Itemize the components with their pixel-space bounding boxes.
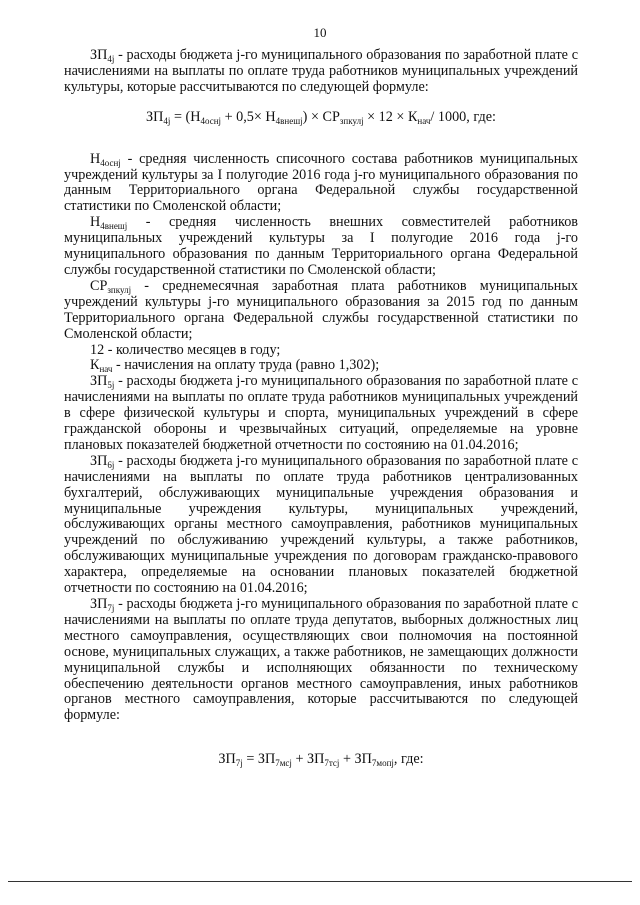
formula-term: ЗП xyxy=(218,751,236,768)
paragraph-zp6-definition xyxy=(64,454,578,597)
formula-subscript: зпкулj xyxy=(339,115,364,126)
formula-subscript: 7мсj xyxy=(275,758,292,769)
paragraph-text: - расходы бюджета j-го муниципального образования по заработной плате с начислениями на выплаты по оплате труда работников муниципальных учреждений культуры, которые рассчитываются по следующей формуле: xyxy=(64,47,578,95)
paragraph-text: - средняя численность внешних совместителей работников муниципальных учреждений культуры за I полугодие 2016 года j-го муниципального образования по данным Территориального органа Федеральной службы государственной статистики по Смоленской области; xyxy=(64,214,578,278)
formula-subscript: 7мопj xyxy=(371,758,394,769)
variable-subscript: зпкулj xyxy=(107,284,132,295)
formula-term: , где: xyxy=(393,751,424,768)
formula-term: + ЗП xyxy=(339,751,372,768)
page-bottom-rule xyxy=(8,881,632,882)
paragraph-text: - расходы бюджета j-го муниципального образования по заработной плате с начислениями на выплаты по оплате труда депутатов, выборных должностных лиц местного самоуправления, осуществляющих свои полномочия на постоянной основе, муниципальных служащих, а также работников, не замещающих должности муниципальной службы и исполняющих обязанности по техническому обеспечению деятельности органов местного самоуправления, иных работников органов местного самоуправления, которые рассчитываются по следующей формуле: xyxy=(64,596,578,724)
paragraph-text: - начисления на оплату труда (равно 1,302); xyxy=(112,357,380,374)
document-body xyxy=(64,48,578,794)
paragraph-zp4-definition xyxy=(64,48,578,96)
paragraph-zp7-definition xyxy=(64,597,578,724)
paragraph-text: - расходы бюджета j-го муниципального образования по заработной плате с начислениями на выплаты по оплате труда работников централизованных бухгалтерий, обслуживающих муниципальные учреждения образования и муниципальные учреждения культуры, муниципальных учреждений, обслуживающих органы местного самоуправления, работников муниципальных учреждений по обслуживанию учреждений культуры, а также работников, обслуживающих муниципальные учреждения по договорам гражданско-правового характера, определяемые на основании плановых показателей бюджетной отчетности по состоянию на 01.04.2016; xyxy=(64,452,578,597)
formula-subscript: 4оснj xyxy=(200,115,222,126)
variable-subscript: 4j xyxy=(107,54,115,64)
formula-term: × 12 × К xyxy=(363,108,418,125)
variable-subscript: нач xyxy=(99,364,113,375)
paragraph-srzpkul-definition xyxy=(64,279,578,343)
variable-name: Н xyxy=(90,150,101,167)
formula-term: = ЗП xyxy=(242,751,276,768)
variable-subscript: 7j xyxy=(107,603,115,613)
variable-name: СР xyxy=(90,277,108,294)
variable-name: ЗП xyxy=(90,47,108,63)
formula-subscript: нач xyxy=(417,115,431,126)
variable-name: ЗП xyxy=(90,373,108,390)
formula-subscript: 7тсj xyxy=(324,758,340,769)
paragraph-text: 12 - количество месяцев в году; xyxy=(90,341,281,358)
variable-subscript: 4внешj xyxy=(100,221,128,232)
paragraph-n4vnesh-definition xyxy=(64,215,578,279)
formula-zp7 xyxy=(64,752,578,768)
variable-name: Н xyxy=(90,214,101,231)
variable-name: ЗП xyxy=(90,452,108,469)
formula-subscript: 4j xyxy=(163,115,171,126)
formula-subscript: 7j xyxy=(235,758,243,769)
paragraph-knach-definition xyxy=(64,358,578,374)
page-number: 10 xyxy=(313,25,327,40)
paragraph-n4osn-definition xyxy=(64,152,578,216)
formula-term: + 0,5× Н xyxy=(221,108,276,125)
paragraph-zp5-definition xyxy=(64,374,578,454)
variable-name: К xyxy=(90,357,100,374)
formula-term: ЗП xyxy=(146,108,164,125)
formula-term: / 1000, где: xyxy=(430,108,496,125)
formula-term: + ЗП xyxy=(291,751,325,768)
formula-zp4 xyxy=(64,110,578,126)
paragraph-text: - расходы бюджета j-го муниципального образования по заработной плате с начислениями на выплаты по оплате труда работников муниципальных учреждений в сфере физической культуры и спорта, муниципальных учреждений в сфере гражданской обороны и чрезвычайных ситуаций, определяемые на уровне плановых показателей бюджетной отчетности по состоянию на 01.04.2016; xyxy=(64,373,578,453)
variable-name: ЗП xyxy=(90,596,108,612)
formula-subscript: 4внешj xyxy=(275,115,303,126)
formula-term: = (Н xyxy=(170,108,201,125)
paragraph-months-definition xyxy=(64,343,578,359)
formula-term: ) × СР xyxy=(302,108,340,125)
variable-subscript: 6j xyxy=(107,459,115,470)
paragraph-text: - среднемесячная заработная плата работников муниципальных учреждений культуры j-го муниципального образования за 2015 год по данным Территориального органа Федеральной службы государственной статистики по Смоленской области; xyxy=(64,277,578,342)
variable-subscript: 4оснj xyxy=(100,157,121,168)
paragraph-text: - средняя численность списочного состава работников муниципальных учреждений культуры за I полугодие 2016 года j-го муниципального образования по данным Территориального органа Федеральной службы государственной статистики по Смоленской области; xyxy=(64,150,578,215)
variable-subscript: 5j xyxy=(107,380,115,391)
